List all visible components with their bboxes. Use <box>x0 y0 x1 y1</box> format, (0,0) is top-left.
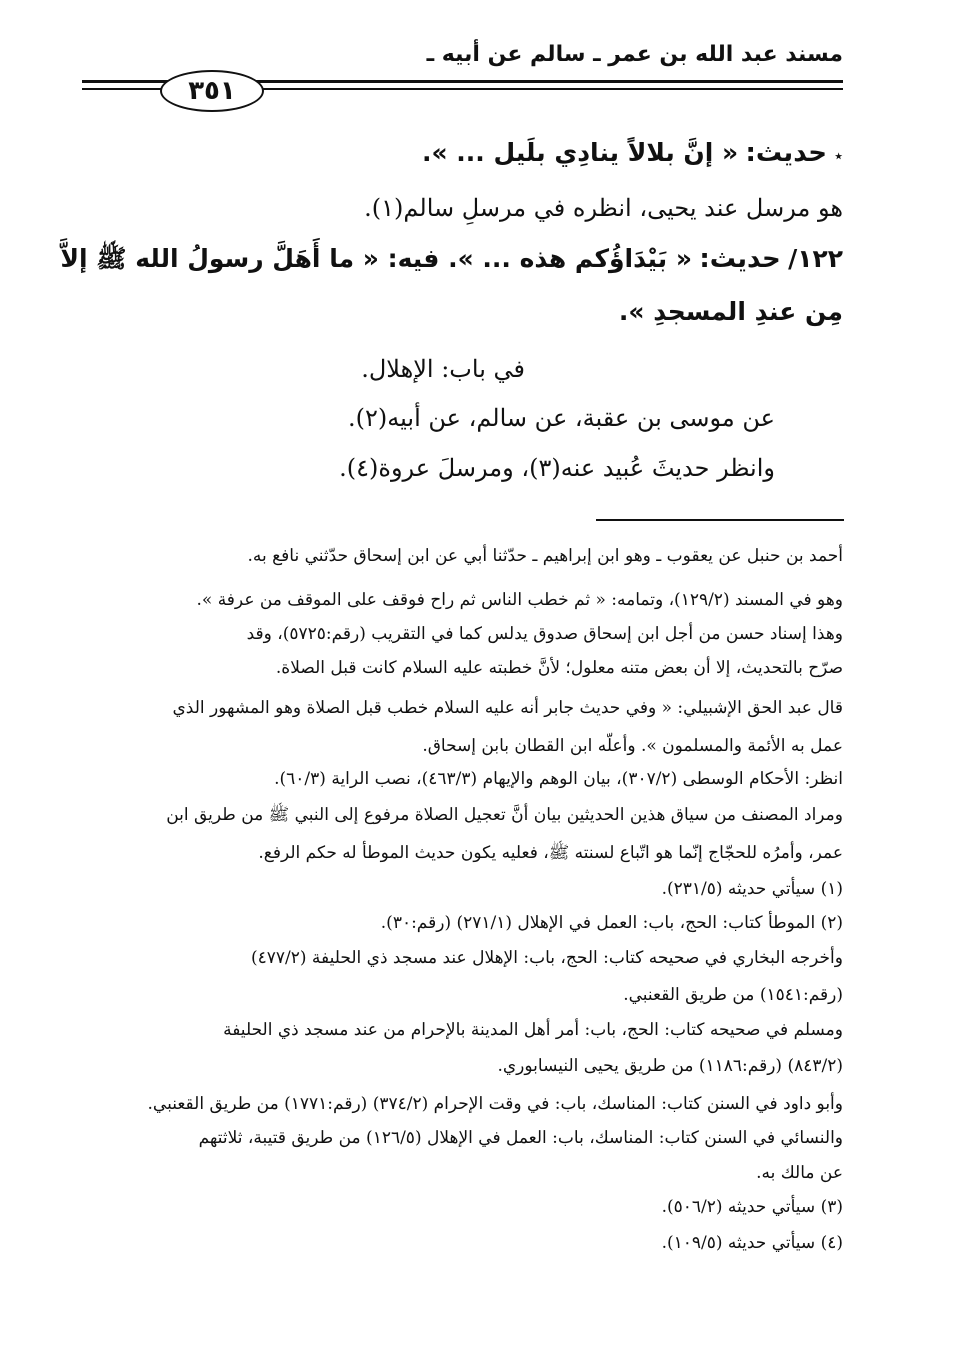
page-number: ٣٥١ <box>160 70 264 112</box>
footnote-line: وأخرجه البخاري في صحيحه كتاب: الحج، باب: الإهلال عند مسجد ذي الحليفة (٤٧٧/٢) <box>250 948 843 968</box>
footnote-line: عن مالك به. <box>756 1163 843 1183</box>
bullet-icon: ٭ <box>834 146 843 165</box>
footnote-line: (٨٤٣/٢) (رقم:١١٨٦) من طريق يحيى النيسابوري. <box>497 1056 843 1076</box>
entry-2-number: ١٢٢/ <box>788 244 843 273</box>
entry-2-heading <box>60 243 843 280</box>
footnote-line: وهذا إسناد حسن من أجل ابن إسحاق صدوق يدلس كما في التقريب (رقم:٥٧٢٥)، وقد <box>246 624 843 644</box>
entry-1-note: هو مرسل عند يحيى، انظره في مرسلِ سالم(١). <box>364 194 843 222</box>
footnote-line: ومسلم في صحيحه كتاب: الحج، باب: أمر أهل المدينة بالإحرام من عند مسجد ذي الحليفة <box>223 1020 843 1040</box>
footnote-line: وأبو داود في السنن كتاب: المناسك، باب: في وقت الإحرام (٣٧٤/٢) (رقم:١٧٧١) من طريق القعنبي. <box>147 1094 843 1114</box>
footnote-line: (٢) الموطأ كتاب: الحج، باب: العمل في الإهلال (٢٧١/١) (رقم:٣٠). <box>380 913 843 933</box>
footnote-line: عمل به الأئمة والمسلمون ». وأعلّه ابن القطان بابن إسحاق. <box>422 736 843 756</box>
entry-1-keyword: حديث: <box>745 138 827 168</box>
running-header-title: مسند عبد الله بن عمر ـ سالم عن أبيه ـ <box>426 42 843 67</box>
footnote-line: قال عبد الحق الإشبيلي: « وفي حديث جابر أنه عليه السلام خطب قبل الصلاة وهو المشهور الذي <box>172 698 843 718</box>
footnote-line: (١) سيأتي حديثه (٢٣١/٥). <box>661 879 843 899</box>
footnote-line: والنسائي في السنن كتاب: المناسك، باب: العمل في الإهلال (١٢٦/٥) من طريق قتيبة، ثلاثتهم <box>198 1128 843 1148</box>
footnote-line: صرّح بالتحديث، إلا أن بعض متنه معلول؛ لأنَّ خطبته عليه السلام كانت قبل الصلاة. <box>275 658 843 678</box>
footnote-line: (٤) سيأتي حديثه (١٠٩/٥). <box>661 1233 843 1253</box>
entry-1-heading <box>422 138 843 168</box>
footnote-line: (رقم:١٥٤١) من طريق القعنبي. <box>623 985 843 1005</box>
entry-1-text: « إنَّ بلالاً ينادِي بلَيل ... ». <box>421 138 739 167</box>
isnad-line: عن موسى بن عقبة، عن سالم، عن أبيه(٢). <box>348 404 775 432</box>
entry-2-text-continued: مِن عندِ المسجدِ ». <box>618 297 843 326</box>
chapter-reference: في باب: الإهلال. <box>361 355 525 383</box>
footnote-line: (٣) سيأتي حديثه (٥٠٦/٢). <box>661 1197 843 1217</box>
see-also-line: وانظر حديثَ عُبيد عنه(٣)، ومرسلَ عروة(٤). <box>339 454 775 482</box>
footnote-line: انظر: الأحكام الوسطى (٣٠٧/٢)، بيان الوهم والإيهام (٤٦٣/٣)، نصب الراية (٦٠/٣). <box>274 769 843 789</box>
entry-2-keyword: حديث: <box>699 244 781 274</box>
entry-2-text: « بَيْدَاؤُكم هذه ... ». فيه: « ما أَهَلَّ رسولُ الله ﷺ إلاَّ <box>60 244 692 273</box>
footnote-line: ومراد المصنف من سياق هذين الحديثين بيان أنَّ تعجيل الصلاة مرفوع إلى النبي ﷺ من طريق ابن <box>166 805 843 825</box>
footnote-separator <box>596 519 844 521</box>
footnote-line: وهو في المسند (١٢٩/٢)، وتمامه: « ثم خطب الناس ثم راح فوقف على الموقف من عرفة ». <box>196 590 843 610</box>
footnote-line: عمر، وأمرُه للحجّاج إنّما هو اتّباع لسنته ﷺ، فعليه يكون حديث الموطأ له حكم الرفع. <box>258 843 843 863</box>
footnote-line: أحمد بن حنبل عن يعقوب ـ وهو ابن إبراهيم ـ حدّثنا أبي عن ابن إسحاق حدّثني نافع به. <box>247 546 843 566</box>
